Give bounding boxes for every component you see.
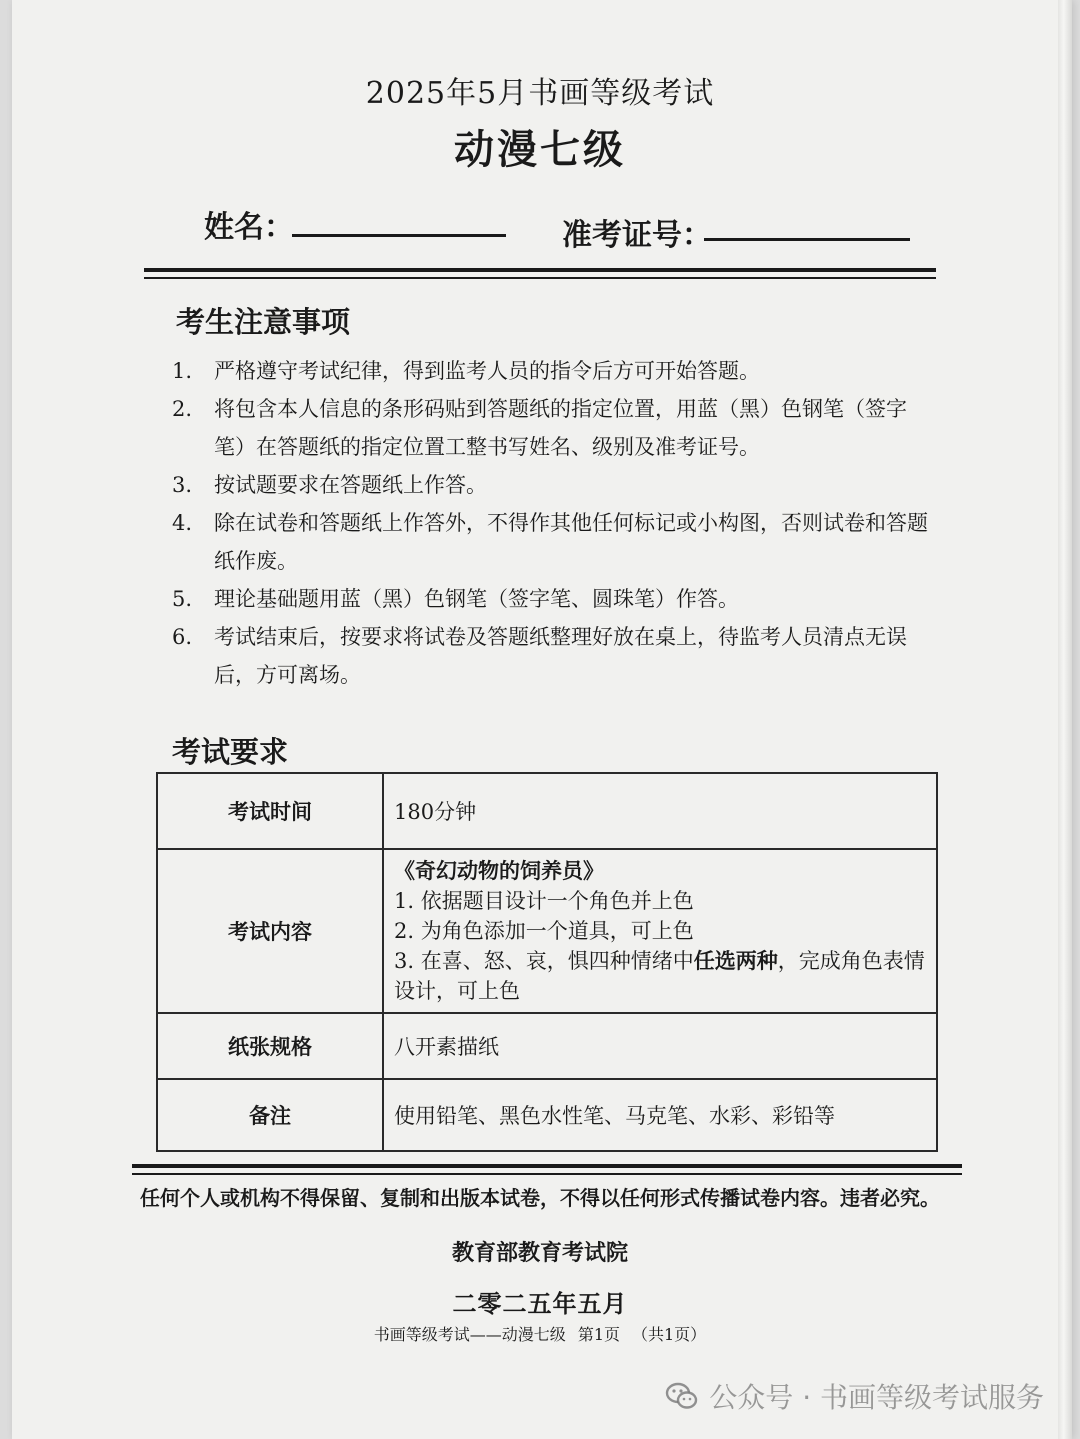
exam-time-label: 考试时间 [157, 773, 383, 849]
exam-subtitle: 动漫七级 [454, 126, 626, 173]
issuer: 教育部教育考试院 [451, 1240, 628, 1266]
notes-label: 备注 [157, 1079, 383, 1151]
footer-rule-thin [132, 1173, 962, 1175]
table-row [157, 773, 937, 849]
footer-exam-name: 书画等级考试——动漫七级 [373, 1325, 566, 1344]
exam-paper [12, 0, 1072, 1439]
name-blank-line[interactable] [292, 234, 506, 237]
content-item: 3. 在喜、怒、哀，惧四种情绪中任选两种，完成角色表情设计，可上色 [394, 948, 925, 1003]
stacked-paper-edge [1058, 0, 1072, 1439]
wechat-icon [665, 1379, 699, 1413]
exam-content-label: 考试内容 [157, 849, 383, 1013]
candidate-id-blank-line[interactable] [704, 238, 910, 241]
content-item: 2. 为角色添加一个道具，可上色 [394, 919, 694, 943]
notice-item: 4. 除在试卷和答题纸上作答外，不得作其他任何标记或小构图，否则试卷和答题纸作废。 [172, 511, 928, 573]
notice-item: 5. 理论基础题用蓝（黑）色钢笔（签字笔、圆珠笔）作答。 [172, 587, 739, 611]
table-row [157, 849, 937, 1013]
paper-spec-label: 纸张规格 [157, 1013, 383, 1079]
issue-date: 二零二五年五月 [452, 1289, 628, 1318]
footer-page-number: 第1页 [577, 1325, 620, 1344]
page-footer [0, 1322, 1080, 1345]
requirements-table [156, 772, 938, 1152]
table-row [157, 1013, 937, 1079]
content-item: 1. 依据题目设计一个角色并上色 [394, 889, 694, 913]
table-row [157, 1079, 937, 1151]
notice-item: 1. 严格遵守考试纪律，得到监考人员的指令后方可开始答题。 [172, 359, 760, 383]
footer-page-total: （共1页） [632, 1325, 707, 1344]
header-rule-thick [144, 268, 936, 272]
exam-title: 2025年5月书画等级考试 [365, 76, 715, 111]
notice-item: 2. 将包含本人信息的条形码贴到答题纸的指定位置，用蓝（黑）色钢笔（签字笔）在答题纸的指定位置工整书写姓名、级别及准考证号。 [172, 397, 907, 459]
notices-list [172, 352, 932, 694]
notes-value: 使用铅笔、黑色水性笔、马克笔、水彩、彩铅等 [383, 1079, 937, 1151]
requirements-heading: 考试要求 [172, 735, 289, 769]
name-label: 姓名： [204, 210, 294, 245]
content-emphasis: 任选两种 [693, 948, 778, 973]
notice-item: 6. 考试结束后，按要求将试卷及答题纸整理好放在桌上，待监考人员清点无误后，方可离场。 [172, 625, 907, 687]
notice-item: 3. 按试题要求在答题纸上作答。 [172, 473, 487, 497]
paper-spec-value: 八开素描纸 [383, 1013, 937, 1079]
exam-content-value [383, 849, 937, 1013]
candidate-id-label: 准考证号： [562, 218, 712, 253]
notices-heading: 考生注意事项 [176, 305, 351, 339]
footer-rule-thick [132, 1164, 962, 1168]
exam-time-value: 180分钟 [383, 773, 937, 849]
copyright-notice: 任何个人或机构不得保留、复制和出版本试卷，不得以任何形式传播试卷内容。违者必究。 [140, 1186, 940, 1210]
content-title: 《奇幻动物的饲养员》 [394, 858, 604, 883]
watermark-text: 公众号 · 书画等级考试服务 [709, 1381, 1044, 1414]
watermark [665, 1376, 1044, 1416]
header-rule-thin [144, 277, 936, 279]
